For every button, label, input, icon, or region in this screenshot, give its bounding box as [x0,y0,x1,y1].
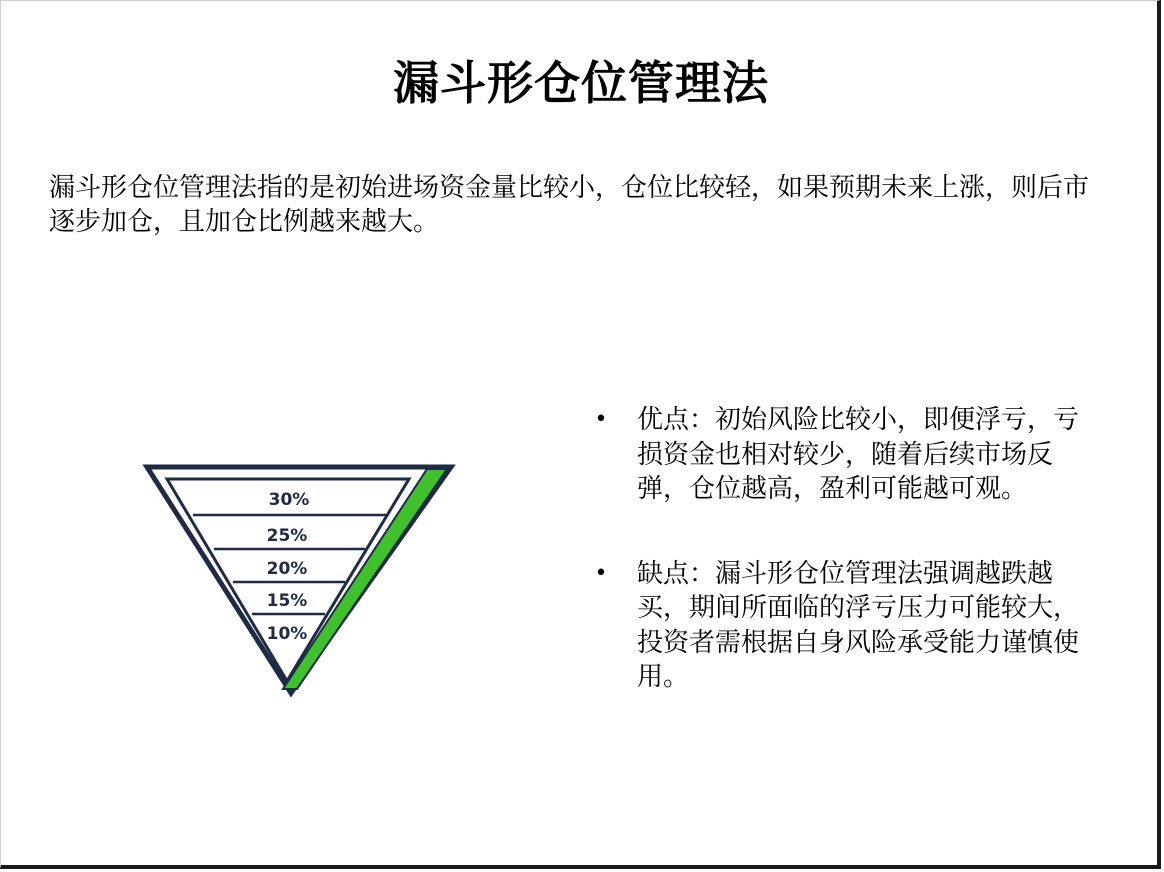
bullet-text: 缺点：漏斗形仓位管理法强调越跌越买，期间所面临的浮亏压力可能较大，投资者需根据自身风险承受能力谨慎使用。 [637,558,1080,692]
funnel-level-label: 15% [266,591,308,611]
bullet-dot-icon: • [594,407,608,432]
slide-title: 漏斗形仓位管理法 [393,56,769,110]
bullet-advantages [591,403,1081,507]
bullet-dot-icon: • [594,560,608,586]
bullet-disadvantages [591,557,1081,695]
bullet-text: 优点：初始风险比较小，即便浮亏，亏损资金也相对较少，随着后续市场反弹，仓位越高，盈利可能越可观。 [637,405,1080,504]
pros-cons-list [591,403,1081,745]
funnel-level-label: 20% [266,559,308,579]
intro-paragraph: 漏斗形仓位管理法指的是初始进场资金量比较小，仓位比较轻，如果预期未来上涨，则后市逐步加仓，且加仓比例越来越大。 [49,173,1090,237]
funnel-diagram [141,459,461,699]
funnel-level-label: 10% [266,624,308,644]
funnel-level-label: 25% [266,526,308,546]
funnel-level-label: 30% [268,490,310,510]
